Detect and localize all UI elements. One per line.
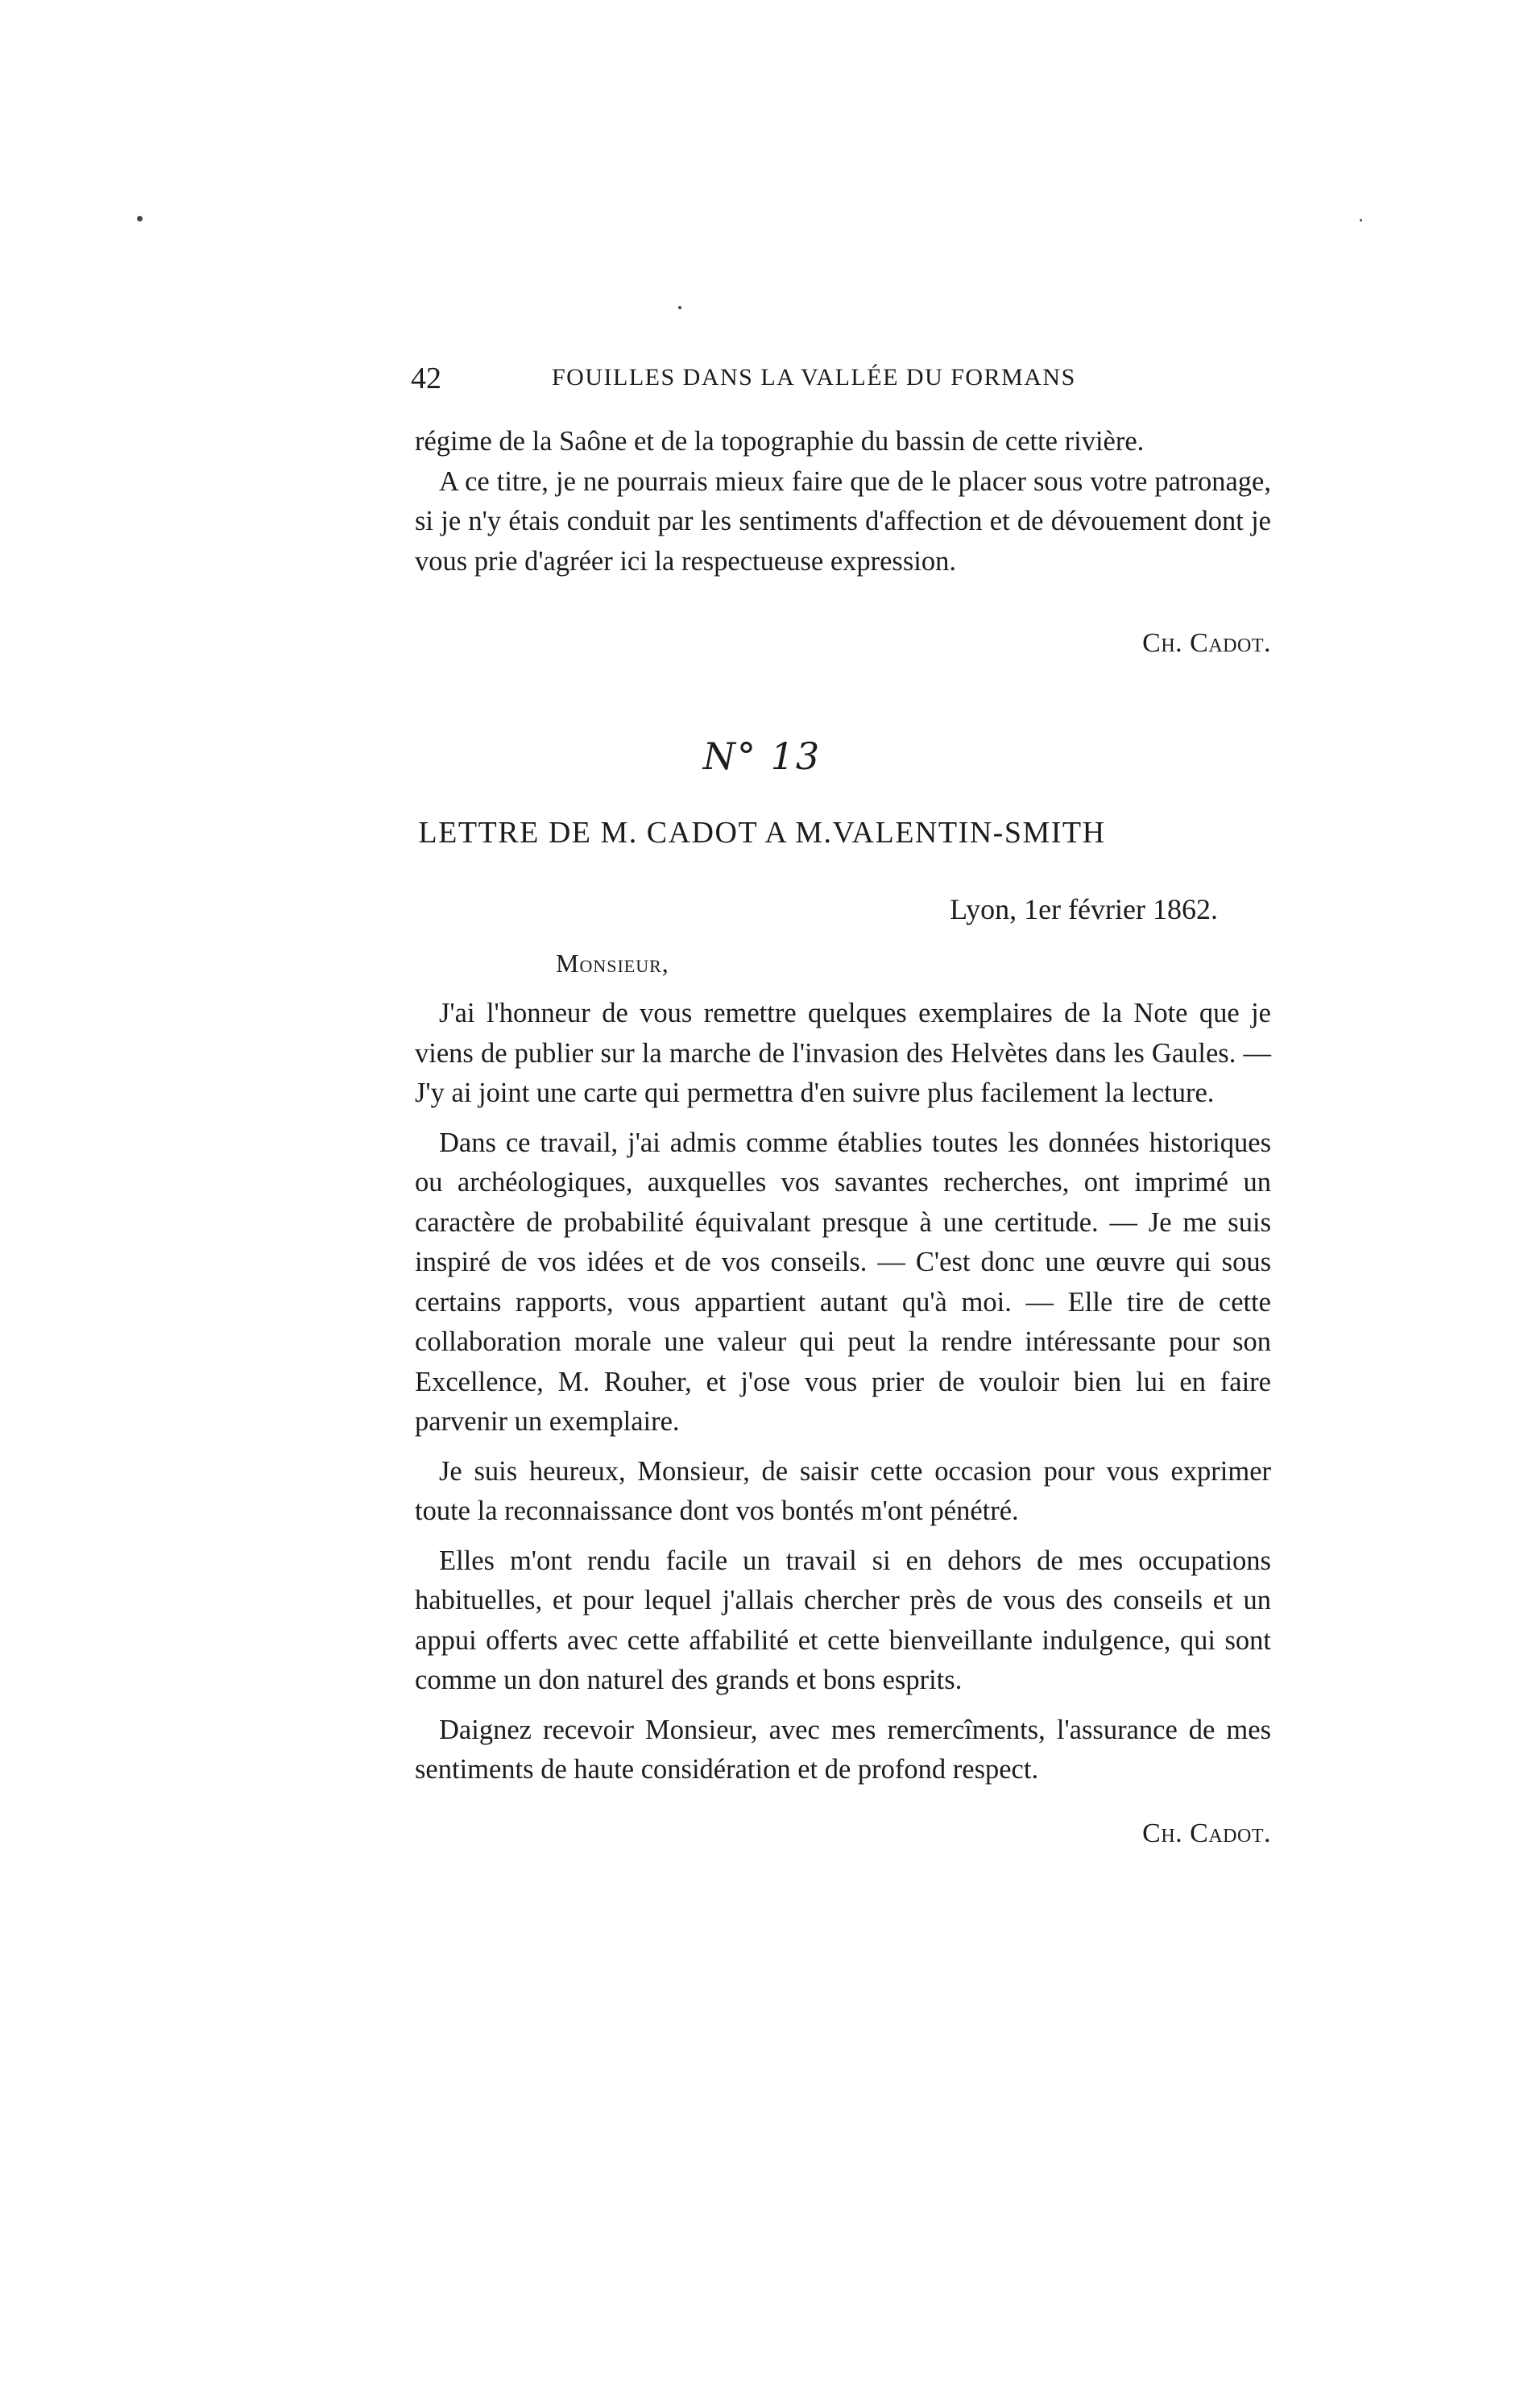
scan-speck: [1360, 219, 1362, 221]
intro-text: [415, 422, 1271, 581]
letter-signature-row: [415, 1818, 1271, 1859]
letter-date: Lyon, 1er février 1862.: [950, 893, 1218, 925]
letter-signature: Ch. Cadot.: [1142, 1818, 1271, 1848]
letter-paragraph: Elles m'ont rendu facile un travail si en dehors de mes occupations habituelles, et pour lequel j'allais chercher près de vous des conseils et un appui offerts avec cette affabilité et cette bienveillante indulgence, qui sont comme un don naturel des grands et bons esprits.: [415, 1545, 1271, 1695]
page-number: 42: [411, 362, 441, 395]
running-title: FOUILLES DANS LA VALLÉE DU FORMANS: [552, 364, 1076, 391]
letter-salutation: Monsieur,: [556, 949, 669, 978]
letter-paragraph: J'ai l'honneur de vous remettre quelques exemplaires de la Note que je viens de publier sur la marche de l'invasion des Helvètes dans les Gaules. — J'y ai joint une carte qui permettra d'en suivre plus facilement la lecture.: [415, 998, 1271, 1108]
letter-body: [415, 994, 1271, 1790]
letter-paragraph: Je suis heureux, Monsieur, de saisir cette occasion pour vous exprimer toute la reconnaissance dont vos bontés m'ont pénétré.: [415, 1455, 1271, 1526]
letter-title: LETTRE DE M. CADOT A M.VALENTIN-SMITH: [418, 816, 1106, 850]
page-header: [411, 361, 1273, 401]
letter-paragraph: Dans ce travail, j'ai admis comme établies toutes les données historiques ou archéologiques, auxquelles vos savantes recherches, ont imprimé un caractère de probabilité équivalant presque à une certitude. — Je me suis inspiré de vos idées et de vos conseils. — C'est donc une œuvre qui sous certains rapports, vous appartient autant qu'à moi. — Elle tire de cette collaboration morale une valeur qui peut la rendre intéressante pour son Excellence, M. Rouher, et j'ose vous prier de vouloir bien lui en faire parvenir un exemplaire.: [415, 1127, 1271, 1437]
scan-speck: [678, 306, 681, 309]
intro-signature-row: [415, 628, 1271, 668]
intro-paragraph-1: régime de la Saône et de la topographie du bassin de cette rivière.: [415, 426, 1145, 457]
intro-signature: Ch. Cadot.: [1142, 628, 1271, 658]
scan-speck: [137, 216, 143, 221]
intro-paragraph-2: A ce titre, je ne pourrais mieux faire que de le placer sous votre patronage, si je n'y étais conduit par les sentiments d'affection et de dévouement dont je vous prie d'agréer ici la respectueuse expression.: [415, 465, 1271, 577]
letter-number-heading: N° 13: [702, 734, 822, 778]
letter-paragraph: Daignez recevoir Monsieur, avec mes remercîments, l'assurance de mes sentiments de haute considération et de profond respect.: [415, 1714, 1271, 1785]
